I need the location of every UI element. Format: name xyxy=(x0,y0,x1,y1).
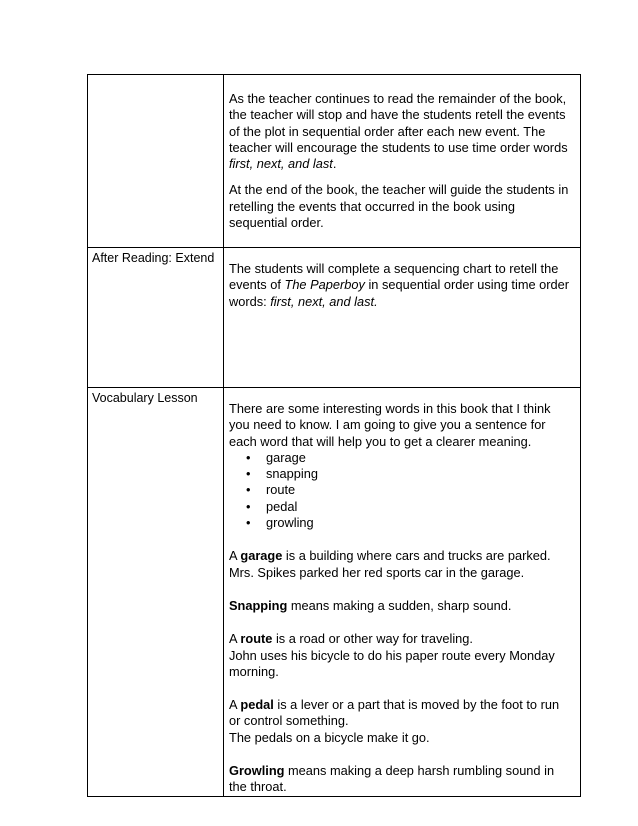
row-label-cell xyxy=(88,248,224,388)
example-route: John uses his bicycle to do his paper route every Monday morning. xyxy=(229,647,555,679)
paragraph: As the teacher continues to read the remainder of the book, the teacher will stop and have the students retell the events of the plot in sequential order after each new event. The teacher will encourage the students to use time order words first, next, and last. xyxy=(229,91,568,172)
paragraph: The students will complete a sequencing chart to retell the events of The Paperboy in sequential order using time order words: first, next, and last. xyxy=(229,261,570,309)
list-item: • route xyxy=(266,482,570,498)
list-item: • pedal xyxy=(266,499,570,515)
vocab-intro: There are some interesting words in this book that I think you need to know. I am going to give you a sentence for each word that will help you to get a clearer meaning. xyxy=(229,401,551,449)
row-label: Vocabulary Lesson xyxy=(92,391,198,405)
row-label-cell xyxy=(88,388,224,797)
definition-route: A route is a road or other way for traveling. xyxy=(229,631,473,647)
table-row xyxy=(88,248,581,388)
list-item: • growling xyxy=(266,515,570,531)
vocab-list xyxy=(229,450,570,531)
row-label-cell xyxy=(88,75,224,248)
example-garage: Mrs. Spikes parked her red sports car in the garage. xyxy=(229,564,525,580)
example-pedal: The pedals on a bicycle make it go. xyxy=(229,729,430,745)
list-item: • garage xyxy=(266,450,570,466)
list-item: • snapping xyxy=(266,466,570,482)
row-content-cell xyxy=(224,248,581,388)
paragraph: At the end of the book, the teacher will guide the students in retelling the events that occurred in the book using sequential order. xyxy=(229,182,569,231)
table-row xyxy=(88,388,581,797)
row-content-cell xyxy=(224,388,581,797)
row-label: After Reading: Extend xyxy=(92,251,215,265)
book-title: The Paperboy xyxy=(284,277,365,293)
definition-snapping: Snapping means making a sudden, sharp sound. xyxy=(229,597,512,613)
row-content-cell xyxy=(224,75,581,248)
definition-growling: Growling means making a deep harsh rumbling sound in the throat. xyxy=(229,763,555,795)
table-row xyxy=(88,75,581,248)
definition-pedal: A pedal is a lever or a part that is moved by the foot to run or control something. xyxy=(229,697,560,729)
lesson-plan-table xyxy=(87,74,581,797)
definition-garage: A garage is a building where cars and trucks are parked. xyxy=(229,548,551,564)
